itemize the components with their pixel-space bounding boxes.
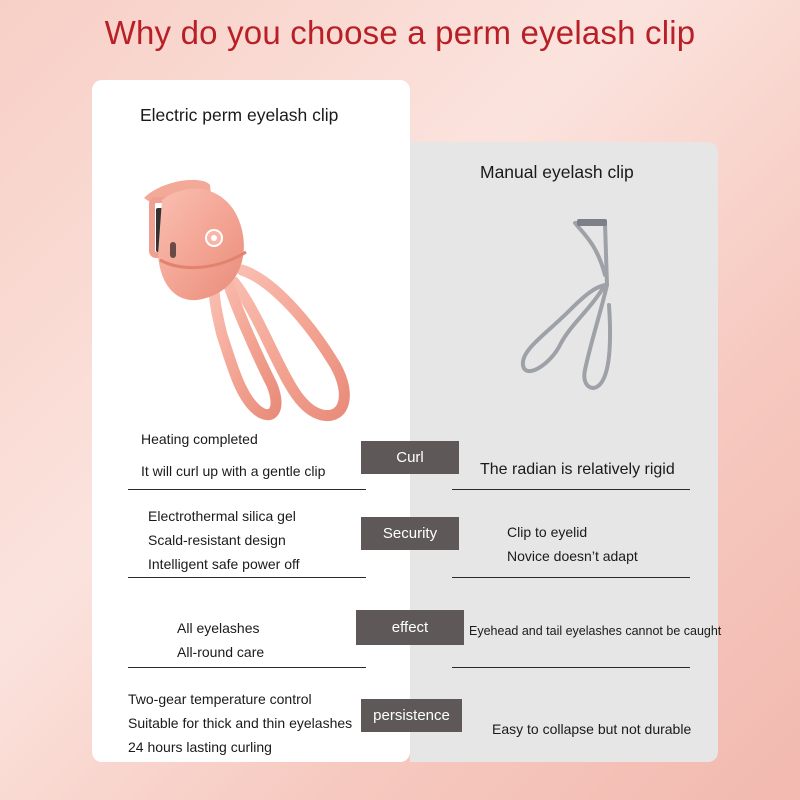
effect-electric-line-2: All-round care: [177, 644, 265, 660]
persistence-manual-text: Easy to collapse but not durable: [492, 721, 692, 737]
security-manual-line-1: Clip to eyelid: [507, 524, 588, 540]
security-electric-line-2: Scald-resistant design: [148, 532, 286, 548]
effect-divider-right: [452, 667, 690, 668]
manual-clip-heading: Manual eyelash clip: [480, 162, 634, 182]
curl-divider-right: [452, 489, 690, 490]
security-manual-line-2: Novice doesn’t adapt: [507, 548, 638, 564]
security-electric-line-3: Intelligent safe power off: [148, 556, 300, 572]
persistence-electric-line-3: 24 hours lasting curling: [128, 739, 272, 755]
electric-eyelash-curler-icon: [122, 160, 372, 430]
curl-divider-left: [128, 489, 366, 490]
curl-electric-line-1: Heating completed: [141, 431, 258, 447]
electric-clip-heading: Electric perm eyelash clip: [140, 105, 339, 125]
security-electric-line-1: Electrothermal silica gel: [148, 508, 296, 524]
effect-badge: effect: [356, 610, 464, 645]
persistence-badge: persistence: [361, 699, 462, 732]
curl-manual-text: The radian is relatively rigid: [480, 461, 675, 478]
effect-electric-line-1: All eyelashes: [177, 620, 260, 636]
page-title: Why do you choose a perm eyelash clip: [104, 14, 696, 51]
security-divider-right: [452, 577, 690, 578]
persistence-electric-line-1: Two-gear temperature control: [128, 691, 312, 707]
security-badge: Security: [361, 517, 459, 550]
persistence-electric-line-2: Suitable for thick and thin eyelashes: [128, 715, 353, 731]
curl-electric-line-2: It will curl up with a gentle clip: [141, 463, 326, 479]
effect-divider-left: [128, 667, 366, 668]
security-divider-left: [128, 577, 366, 578]
curl-badge: Curl: [361, 441, 459, 474]
manual-eyelash-curler-icon: [515, 215, 625, 395]
effect-manual-text: Eyehead and tail eyelashes cannot be caught: [469, 624, 722, 638]
